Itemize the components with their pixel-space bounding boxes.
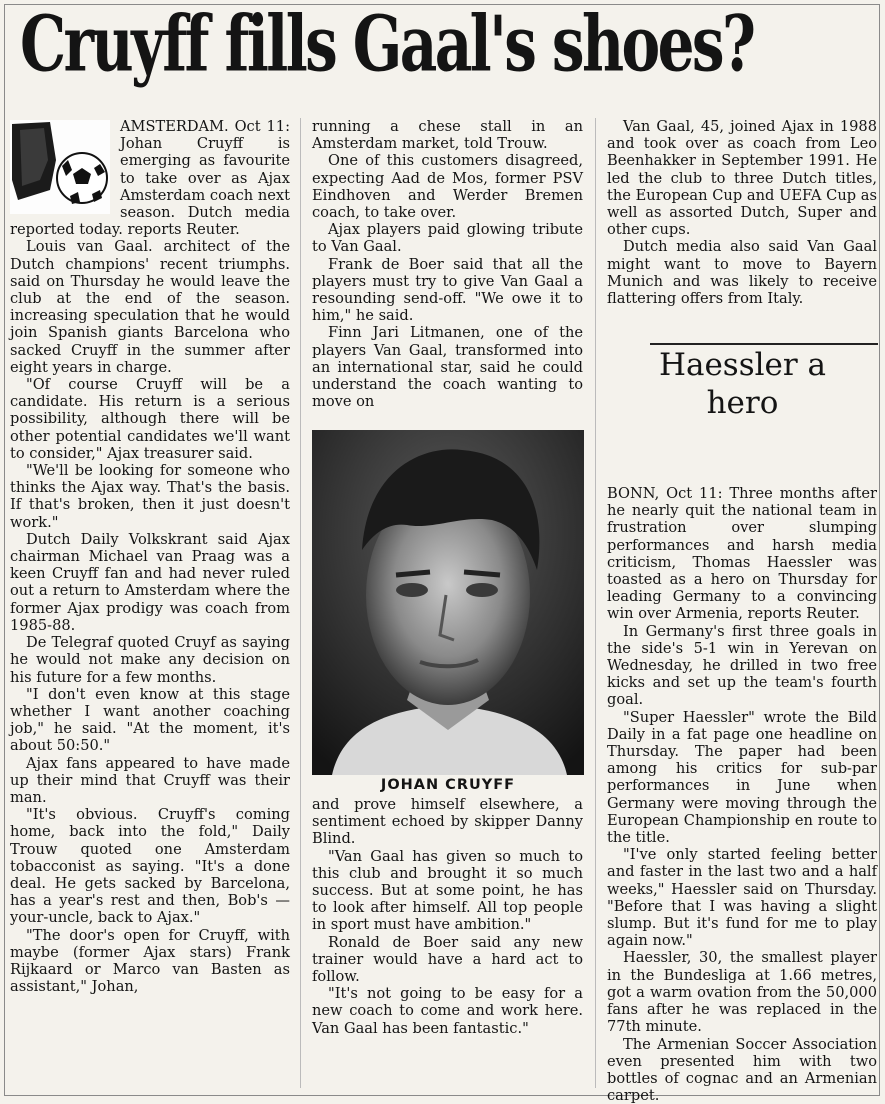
- sidebar-article: [607, 485, 877, 1104]
- photo-caption: JOHAN CRUYFF: [312, 777, 584, 793]
- football-logo-thumbnail: [10, 120, 110, 214]
- paragraph: AMSTERDAM. Oct 11: Johan Cruyff is emerging as favourite to take over as Ajax Amsterdam coach next season. Dutch media reported today. reports Reuter.: [10, 118, 290, 238]
- article-column-2-continued: [312, 796, 583, 1037]
- column-divider: [595, 118, 596, 1088]
- article-column-3: [607, 118, 877, 307]
- paragraph: "The door's open for Cruyff, with maybe (former Ajax stars) Frank Rijkaard or Marco van Basten as assistant," Johan,: [10, 927, 290, 996]
- paragraph: The Armenian Soccer Association even presented him with two bottles of cognac and an Armenian carpet.: [607, 1036, 877, 1104]
- johan-cruyff-photo: [312, 430, 584, 775]
- sidebar-headline: Haessler a hero: [620, 346, 865, 422]
- paragraph: Finn Jari Litmanen, one of the players Van Gaal, transformed into an international star, said he could understand the coach wanting to move on: [312, 324, 583, 410]
- paragraph: BONN, Oct 11: Three months after he nearly quit the national team in frustration over slumping performances and harsh media criticism, Thomas Haessler was toasted as a hero on Thursday for leading Germany to a convincing win over Armenia, reports Reuter.: [607, 485, 877, 623]
- paragraph: Haessler, 30, the smallest player in the Bundesliga at 1.66 metres, got a warm ovation from the 50,000 fans after he was replaced in the 77th minute.: [607, 949, 877, 1035]
- paragraph: "I've only started feeling better and faster in the last two and a half weeks," Haessler said on Thursday. "Before that I was having a slight slump. But it's fund for me to play again now.": [607, 846, 877, 949]
- paragraph: and prove himself elsewhere, a sentiment echoed by skipper Danny Blind.: [312, 796, 583, 848]
- paragraph: Dutch Daily Volkskrant said Ajax chairman Michael van Praag was a keen Cruyff fan and had never ruled out a return to Amsterdam where the former Ajax prodigy was coach from 1985-88.: [10, 531, 290, 634]
- paragraph: Van Gaal, 45, joined Ajax in 1988 and took over as coach from Leo Beenhakker in September 1991. He led the club to three Dutch titles, the European Cup and UEFA Cup as well as assorted Dutch, Super and other cups.: [607, 118, 877, 238]
- article-column-1: [10, 118, 290, 995]
- paragraph: Ajax fans appeared to have made up their mind that Cruyff was their man.: [10, 755, 290, 807]
- paragraph: "I don't even know at this stage whether I want another coaching job," he said. "At the moment, it's about 50:50.": [10, 686, 290, 755]
- paragraph: "Of course Cruyff will be a candidate. His return is a serious possibility, although there will be other potential candidates we'll want to consider," Ajax treasurer said.: [10, 376, 290, 462]
- paragraph: De Telegraf quoted Cruyf as saying he would not make any decision on his future for a few months.: [10, 634, 290, 686]
- paragraph: One of this customers disagreed, expecting Aad de Mos, former PSV Eindhoven and Werder Bremen coach, to take over.: [312, 152, 583, 221]
- column-divider: [300, 118, 301, 1088]
- article-column-2: [312, 118, 583, 410]
- paragraph: Ronald de Boer said any new trainer would have a hard act to follow.: [312, 934, 583, 986]
- paragraph: Ajax players paid glowing tribute to Van Gaal.: [312, 221, 583, 255]
- paragraph: "It's not going to be easy for a new coach to come and work here. Van Gaal has been fantastic.": [312, 985, 583, 1037]
- paragraph: Frank de Boer said that all the players must try to give Van Gaal a resounding send-off. "We owe it to him," he said.: [312, 256, 583, 325]
- headline: Cruyff fills Gaal's shoes?: [20, 6, 870, 83]
- portrait-image: [312, 430, 584, 775]
- paragraph: "Super Haessler" wrote the Bild Daily in a fat page one headline on Thursday. The paper had been among his critics for sub-par performances in June when Germany were moving through the European Championship en route to the title.: [607, 709, 877, 847]
- football-boot-icon: [10, 120, 110, 214]
- section-rule: [650, 343, 878, 345]
- paragraph: "It's obvious. Cruyff's coming home, back into the fold," Daily Trouw quoted one Amsterdam tobacconist as saying. "It's a done deal. He gets sacked by Barcelona, has a year's rest and then, Bob's — your-uncle, back to Ajax.": [10, 806, 290, 926]
- paragraph: Louis van Gaal. architect of the Dutch champions' recent triumphs. said on Thursday he would leave the club at the end of the season. increasing speculation that he would join Spanish giants Barcelona who sacked Cruyff in the summer after eight years in charge.: [10, 238, 290, 376]
- paragraph: "Van Gaal has given so much to this club and brought it so much success. But at some point, he has to look after himself. All top people in sport must have ambition.": [312, 848, 583, 934]
- paragraph: In Germany's first three goals in the side's 5-1 win in Yerevan on Wednesday, he drilled in two free kicks and set up the team's fourth goal.: [607, 623, 877, 709]
- paragraph: "We'll be looking for someone who thinks the Ajax way. That's the basis. If that's broken, then it just doesn't work.": [10, 462, 290, 531]
- paragraph: running a chese stall in an Amsterdam market, told Trouw.: [312, 118, 583, 152]
- paragraph: Dutch media also said Van Gaal might want to move to Bayern Munich and was likely to receive flattering offers from Italy.: [607, 238, 877, 307]
